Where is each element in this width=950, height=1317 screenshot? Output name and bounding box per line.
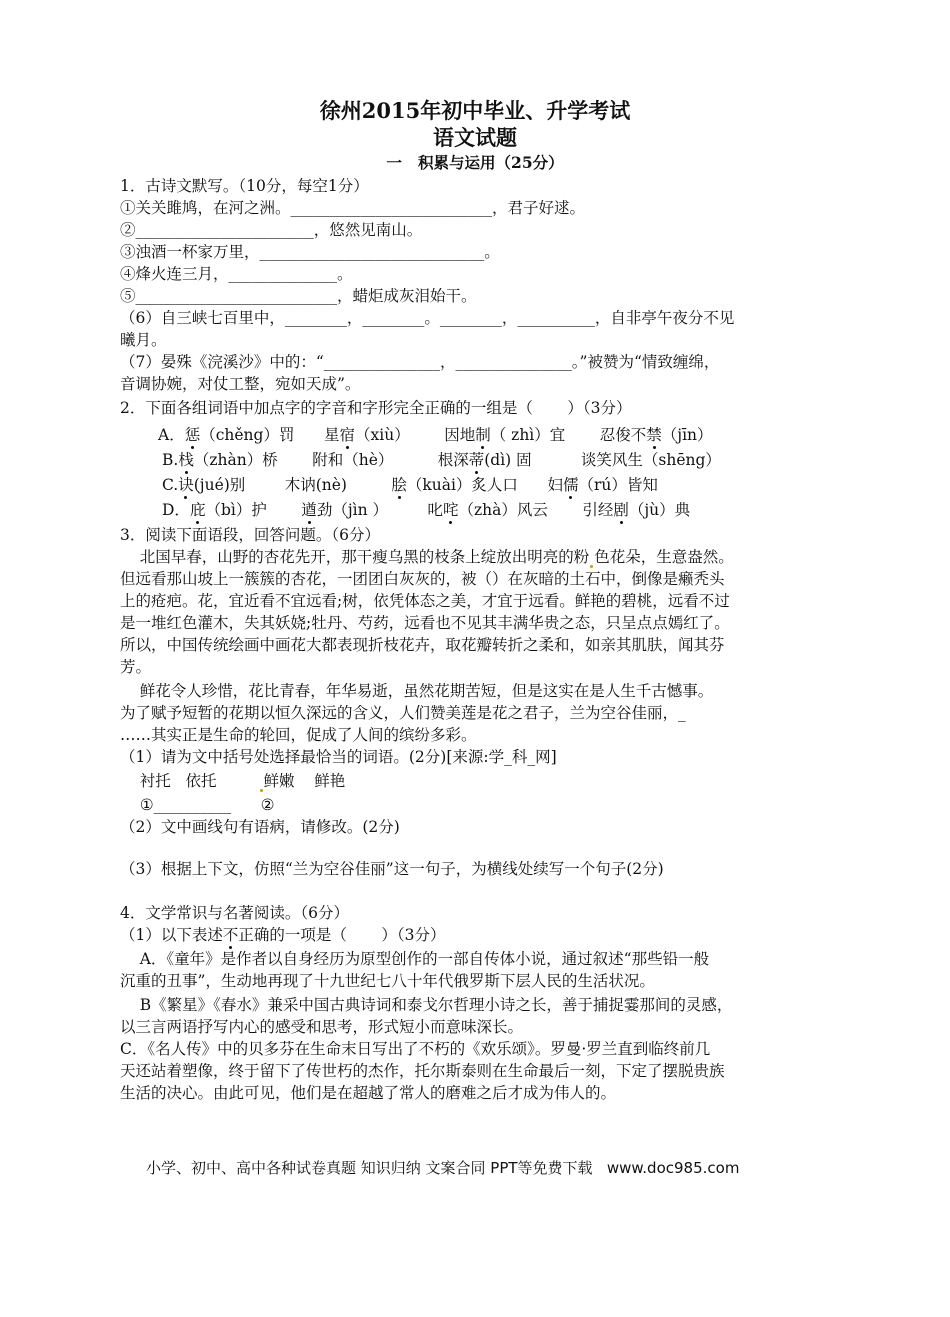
q1-line-2: ②_______________________，悠然见南山。: [120, 221, 423, 239]
q3-passage-line: 但远看那山坡上一簇簇的杏花，一团团白灰灰的，被（）在灰暗的土石中，倒像是癞秃头: [120, 570, 725, 588]
q4-option-c: 生活的决心。由此可见，他们是在超越了常人的磨难之后才成为伟人的。: [120, 1084, 617, 1102]
q3-passage-line: 上的疮疤。花，宜近看不宜远看;树，依凭体态之美，才宜于远看。鲜艳的碧桃，远看不过: [120, 592, 730, 610]
q3-sub-3: （3）根据上下文，仿照“兰为空谷佳丽”这一句子，为横线处续写一个句子(2分): [120, 860, 664, 878]
q3-passage-line: 为了赋予短暂的花期以恒久深远的含义，人们赞美莲是花之君子，兰为空谷佳丽，_: [120, 704, 686, 722]
section-heading: 一 积累与运用（25分）: [386, 153, 564, 172]
q2-option-a: A．惩（chěng）罚 星宿（xiù） 因地制（ zhì）宜 忍俊不禁（jīn）: [158, 426, 713, 444]
q4-option-a: A．《童年》是作者以自身经历为原型创作的一部自传体小说，通过叙述“那些铅一般: [120, 950, 710, 968]
q3-passage-line: 芳。: [120, 658, 152, 676]
q3-passage-line: 所以，中国传统绘画中画花大都表现折枝花卉，取花瓣转折之柔和，如亲其肌肤，闻其芬: [120, 636, 725, 654]
q3-options: 衬托 依托 鲜嫩 鲜艳: [120, 772, 346, 790]
q3-passage-line: ……其实正是生命的轮回，促成了人间的缤纷多彩。: [120, 726, 477, 744]
q4-option-b: B《繁星》《春水》兼采中国古典诗词和泰戈尔哲理小诗之长，善于捕捉霎那间的灵感，: [120, 996, 733, 1014]
q1-line-6b: 曦月。: [120, 331, 167, 349]
q2-option-c: C.诀(jué)别 木讷(nè) 脍（kuài）炙人口 妇儒（rú）皆知: [162, 476, 658, 494]
q4-stem: 4．文学常识与名著阅读。（6分）: [120, 904, 349, 922]
q4-option-b: 以三言两语抒写内心的感受和思考，形式短小而意味深长。: [120, 1018, 524, 1036]
q3-passage-line: 鲜花令人珍惜，花比青春，年华易逝，虽然花期苦短，但是这实在是人生千古憾事。: [120, 682, 714, 700]
q2-stem: 2．下面各组词语中加点字的字音和字形完全正确的一组是（ ）（3分）: [120, 399, 632, 417]
q3-sub-1: （1）请为文中括号处选择最恰当的词语。(2分)[来源:学_科_网]: [120, 748, 557, 766]
exam-subtitle: 语文试题: [433, 125, 517, 150]
q2-option-d: D．庇（bì）护 遒劲（jìn ） 叱咤（zhà）风云 引经剧（jù）典: [162, 501, 691, 519]
q3-passage-line: 北国早春，山野的杏花先开，那干瘦乌黑的枝条上绽放出明亮的粉 色花朵，生意盎然。: [120, 548, 734, 566]
q1-stem: 1．古诗文默写。（10分，每空1分）: [120, 177, 369, 195]
q2-option-b: B.栈（zhàn）桥 附和（hè） 根深蒂(dì) 固 谈笑风生（shēng）: [162, 451, 721, 469]
exam-title: 徐州2015年初中毕业、升学考试: [319, 98, 631, 123]
page-footer: 小学、初中、高中各种试卷真题 知识归纳 文案合同 PPT等免费下载 www.doc985.com: [146, 1159, 740, 1177]
q1-line-6a: （6）自三峡七百里中，________，________。________，__________，自非亭午夜分不见: [120, 309, 735, 327]
q3-sub-2: （2）文中画线句有语病，请修改。(2分): [120, 818, 400, 836]
q1-line-5: ⑤__________________________，蜡炬成灰泪始干。: [120, 287, 477, 305]
q1-line-4: ④烽火连三月，______________。: [120, 265, 353, 283]
q3-passage-line: 是一堆红色灌木，失其妖娆;牡丹、芍药，远看也不见其丰满华贵之态，只呈点点嫣红了。: [120, 614, 730, 632]
q1-line-3: ③浊酒一杯家万里，_____________________________。: [120, 243, 500, 261]
q1-line-7a: （7）晏殊《浣溪沙》中的：“_______________，_______________。”被赞为“情致缠绵，: [120, 353, 720, 371]
q3-answer-blanks: ①__________ ②: [120, 796, 275, 814]
q4-option-a: 沉重的丑事”，生动地再现了十九世纪七八十年代俄罗斯下层人民的生活状况。: [120, 972, 655, 990]
q3-stem: 3．阅读下面语段，回答问题。（6分）: [120, 526, 380, 544]
q4-option-c: 天还站着塑像，终于留下了传世朽的杰作，托尔斯泰则在生命最后一刻，下定了摆脱贵族: [120, 1062, 725, 1080]
q1-line-1: ①关关雎鸠，在河之洲。__________________________，君子好逑。: [120, 199, 586, 217]
q4-sub-1: （1）以下表述不正确的一项是（ ）（3分）: [120, 926, 446, 944]
q4-option-c: C．《名人传》中的贝多芬在生命末日写出了不朽的《欢乐颂》。罗曼·罗兰直到临终前几: [120, 1040, 711, 1058]
q1-line-7b: 音调协婉，对仗工整，宛如天成”。: [120, 375, 361, 393]
